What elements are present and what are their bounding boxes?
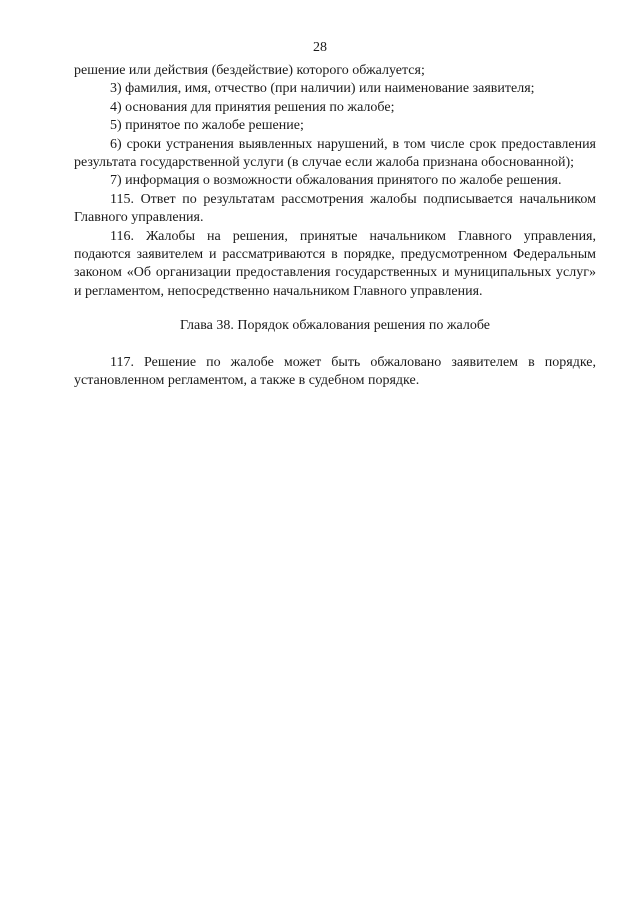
- document-body: [74, 62, 596, 391]
- paragraph-116: 116. Жалобы на решения, принятые начальником Главного управления, подаются заявителем и рассматриваются в порядке, предусмотренном Федеральным законом «Об организации предоставления государственных и муниципальных услуг» и регламентом, непосредственно начальником Главного управления.: [74, 228, 596, 299]
- page-number: 28: [313, 40, 327, 55]
- chapter-title: Глава 38. Порядок обжалования решения по жалобе: [180, 318, 490, 334]
- list-item-5: 5) принятое по жалобе решение;: [110, 118, 304, 134]
- list-item-4: 4) основания для принятия решения по жалобе;: [110, 99, 395, 115]
- paragraph-continuation: решение или действия (бездействие) которого обжалуется;: [74, 63, 425, 78]
- list-item-7: 7) информация о возможности обжалования принятого по жалобе решения.: [110, 173, 562, 189]
- list-item-3: 3) фамилия, имя, отчество (при наличии) или наименование заявителя;: [110, 81, 535, 97]
- paragraph-115: 115. Ответ по результатам рассмотрения жалобы подписывается начальником Главного управления.: [74, 191, 596, 226]
- list-item-6: 6) сроки устранения выявленных нарушений, в том числе срок предоставления результата государственной услуги (в случае если жалоба признана обоснованной);: [74, 136, 596, 171]
- paragraph-117: 117. Решение по жалобе может быть обжаловано заявителем в порядке, установленном регламентом, а также в судебном порядке.: [74, 354, 596, 389]
